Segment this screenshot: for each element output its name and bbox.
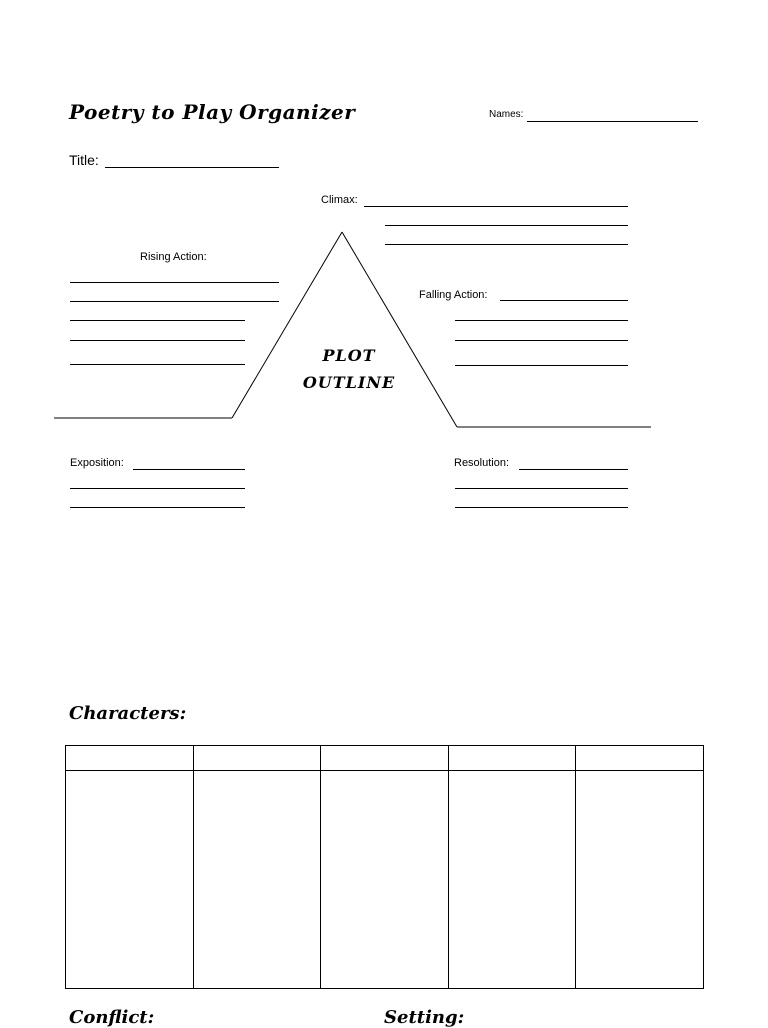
title-label: Title:: [69, 152, 99, 168]
rising-action-label: Rising Action:: [140, 251, 207, 263]
plot-outline-line2: OUTLINE: [302, 373, 396, 392]
characters-body-cell-2[interactable]: [193, 771, 321, 989]
exposition-line-1[interactable]: [133, 469, 245, 470]
characters-body-row: [66, 771, 704, 989]
rising-line-1[interactable]: [70, 282, 279, 283]
page-title: Poetry to Play Organizer: [69, 100, 356, 124]
characters-header-cell-1[interactable]: [66, 746, 194, 771]
falling-line-4[interactable]: [455, 365, 628, 366]
characters-header-cell-4[interactable]: [448, 746, 576, 771]
resolution-line-1[interactable]: [519, 469, 628, 470]
conflict-heading: Conflict:: [69, 1007, 155, 1028]
falling-action-label: Falling Action:: [419, 289, 488, 301]
rising-line-5[interactable]: [70, 364, 245, 365]
falling-line-2[interactable]: [455, 320, 628, 321]
climax-line-1[interactable]: [364, 206, 628, 207]
exposition-label: Exposition:: [70, 457, 124, 469]
characters-header-cell-3[interactable]: [321, 746, 449, 771]
falling-line-1[interactable]: [500, 300, 628, 301]
resolution-label: Resolution:: [454, 457, 510, 469]
climax-label: Climax:: [321, 194, 358, 206]
characters-header-cell-5[interactable]: [576, 746, 704, 771]
characters-heading: Characters:: [69, 703, 187, 724]
rising-line-3[interactable]: [70, 320, 245, 321]
setting-heading: Setting:: [384, 1007, 465, 1028]
characters-body-cell-3[interactable]: [321, 771, 449, 989]
climax-line-3[interactable]: [385, 244, 628, 245]
exposition-line-3[interactable]: [70, 507, 245, 508]
climax-line-2[interactable]: [385, 225, 628, 226]
characters-body-cell-4[interactable]: [448, 771, 576, 989]
resolution-line-3[interactable]: [455, 507, 628, 508]
rising-line-2[interactable]: [70, 301, 279, 302]
falling-slope: [342, 232, 457, 427]
names-label: Names:: [489, 109, 524, 120]
falling-line-3[interactable]: [455, 340, 628, 341]
exposition-line-2[interactable]: [70, 488, 245, 489]
characters-header-cell-2[interactable]: [193, 746, 321, 771]
characters-table: [65, 745, 704, 989]
resolution-line-2[interactable]: [455, 488, 628, 489]
characters-body-cell-5[interactable]: [576, 771, 704, 989]
rising-line-4[interactable]: [70, 340, 245, 341]
characters-body-cell-1[interactable]: [66, 771, 194, 989]
plot-outline-line1: PLOT: [322, 346, 376, 365]
characters-header-row: [66, 746, 704, 771]
